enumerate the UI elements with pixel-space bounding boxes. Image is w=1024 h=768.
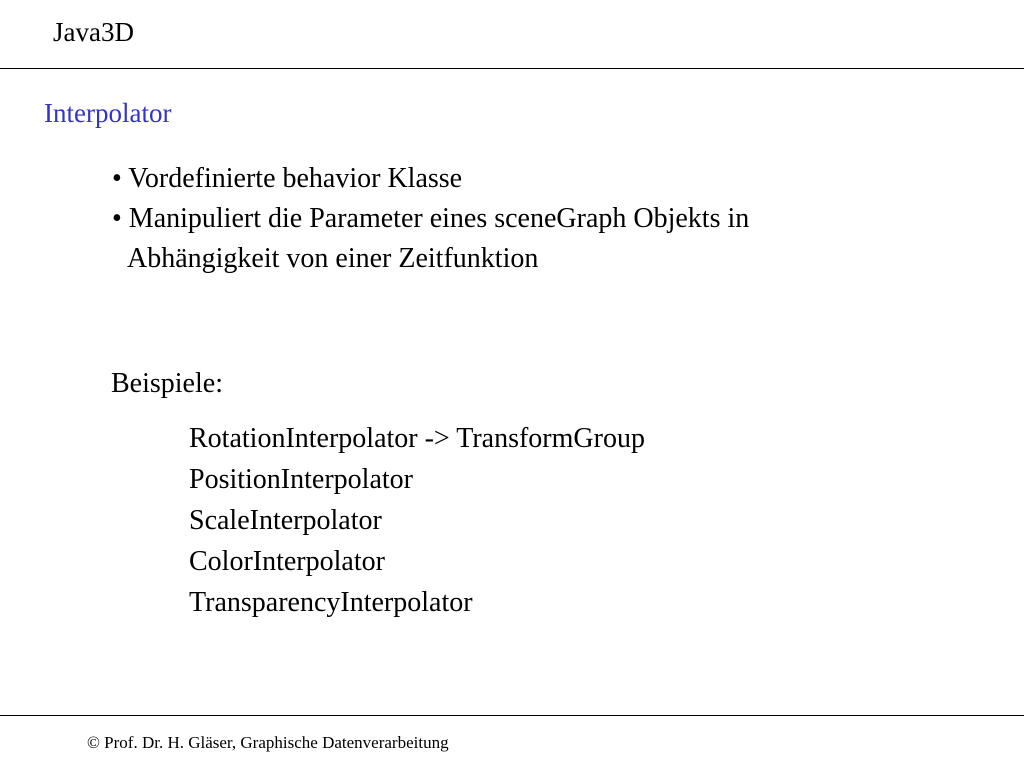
bullet-item-behavior-class: • Vordefinierte behavior Klasse [112,163,463,194]
slide-header-title: Java3D [53,17,134,47]
examples-heading: Beispiele: [111,368,223,399]
section-heading: Interpolator [44,98,172,128]
header-divider [0,68,1024,69]
examples-list [189,418,645,623]
example-position-interpolator: PositionInterpolator [189,464,413,495]
bullet-list [112,159,749,279]
footer-copyright: © Prof. Dr. H. Gläser, Graphische Datenverarbeitung [87,733,449,752]
example-transparency-interpolator: TransparencyInterpolator [189,587,473,618]
bullet-item-manipulates-parameters: • Manipuliert die Parameter eines sceneGraph Objekts in [112,203,750,234]
example-color-interpolator: ColorInterpolator [189,546,385,577]
footer-divider [0,715,1024,716]
example-rotation-interpolator: RotationInterpolator -> TransformGroup [189,423,645,454]
example-scale-interpolator: ScaleInterpolator [189,505,382,536]
bullet-item-manipulates-parameters-continuation: Abhängigkeit von einer Zeitfunktion [127,243,539,274]
